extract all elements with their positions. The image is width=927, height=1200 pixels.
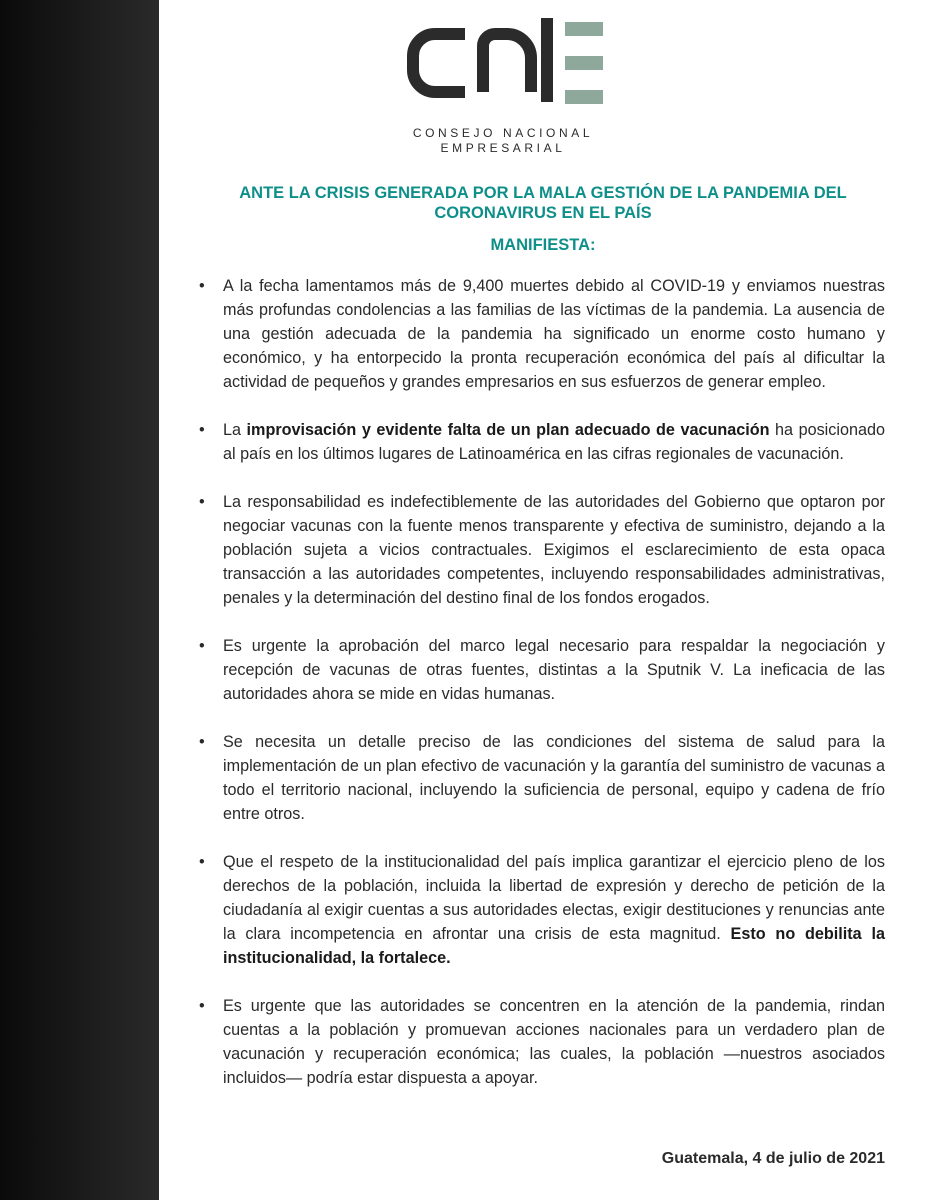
bullet-item xyxy=(199,490,885,610)
document-page xyxy=(159,0,927,1200)
org-name-line1: CONSEJO NACIONAL xyxy=(412,126,594,140)
bullet-text: Es urgente que las autoridades se concentren en la atención de la pandemia, rindan cuentas a la población y promuevan acciones nacionales para un verdadero plan de vacunación y recuperación económica; las cuales, la población —nuestros asociados incluidos— podría estar dispuesta a apoyar. xyxy=(223,997,885,1087)
logo-letter-c xyxy=(413,34,465,92)
bullet-item xyxy=(199,850,885,970)
bullet-item xyxy=(199,634,885,706)
manifesto-bullet-list xyxy=(199,274,885,1114)
dark-sidebar-band xyxy=(0,0,159,1200)
bullet-item xyxy=(199,730,885,826)
bullet-text: Es urgente la aprobación del marco legal necesario para respaldar la negociación y recepción de vacunas de otras fuentes, distintas a la Sputnik V. La ineficacia de las autoridades ahora se mide en vidas humanas. xyxy=(223,637,885,703)
org-name xyxy=(373,126,633,156)
bullet-text: Que el respeto de la institucionalidad del país implica garantizar el ejercicio pleno de los derechos de la población, incluida la libertad de expresión y derecho de petición de la ciudadanía al exigir cuentas a sus autoridades electas, exigir destituciones y renuncias ante la clara incompetencia en afrontar una crisis de esta magnitud. xyxy=(223,853,885,943)
bullet-item xyxy=(199,418,885,466)
bullet-text: A la fecha lamentamos más de 9,400 muertes debido al COVID-19 y enviamos nuestras más profundas condolencias a las familias de las víctimas de la pandemia. La ausencia de una gestión adecuada de la pandemia ha significado un enorme costo humano y económico, y ha entorpecido la pronta recuperación económica del país al dificultar la actividad de pequeños y grandes empresarios en sus esfuerzos de generar empleo. xyxy=(223,277,885,391)
logo-e-bar-top xyxy=(565,22,603,36)
logo-letter-n xyxy=(483,34,531,92)
document-title: ANTE LA CRISIS GENERADA POR LA MALA GESTIÓN DE LA PANDEMIA DEL CORONAVIRUS EN EL PAÍS xyxy=(239,184,847,222)
cne-logo xyxy=(403,18,603,112)
logo-n-stem xyxy=(541,18,553,102)
logo-e-bar-bottom xyxy=(565,90,603,104)
bullet-text: La xyxy=(223,421,247,439)
document-subtitle: MANIFIESTA: xyxy=(490,236,596,254)
bullet-item xyxy=(199,994,885,1090)
org-name-line2: EMPRESARIAL xyxy=(440,141,566,155)
place-and-date: Guatemala, 4 de julio de 2021 xyxy=(661,1150,885,1167)
bullet-text: ha posicionado al país en los últimos lugares de Latinoamérica en las cifras regionales de vacunación. xyxy=(223,421,885,463)
bullet-text: Se necesita un detalle preciso de las condiciones del sistema de salud para la implementación de un plan efectivo de vacunación y la garantía del suministro de vacunas a todo el territorio nacional, incluyendo la suficiencia de personal, equipo y cadena de frío entre otros. xyxy=(223,733,885,823)
bullet-bold-text: improvisación y evidente falta de un plan adecuado de vacunación xyxy=(246,421,770,439)
logo-e-bar-middle xyxy=(565,56,603,70)
bullet-item xyxy=(199,274,885,394)
bullet-bold-text: Esto no debilita la institucionalidad, la fortalece. xyxy=(223,925,885,967)
bullet-text: La responsabilidad es indefectiblemente de las autoridades del Gobierno que optaron por negociar vacunas con la fuente menos transparente y efectiva de suministro, dejando a la población sujeta a vicios contractuales. Exigimos el esclarecimiento de esta opaca transacción a las autoridades competentes, incluyendo responsabilidades administrativas, penales y la determinación del destino final de los fondos erogados. xyxy=(223,493,885,607)
